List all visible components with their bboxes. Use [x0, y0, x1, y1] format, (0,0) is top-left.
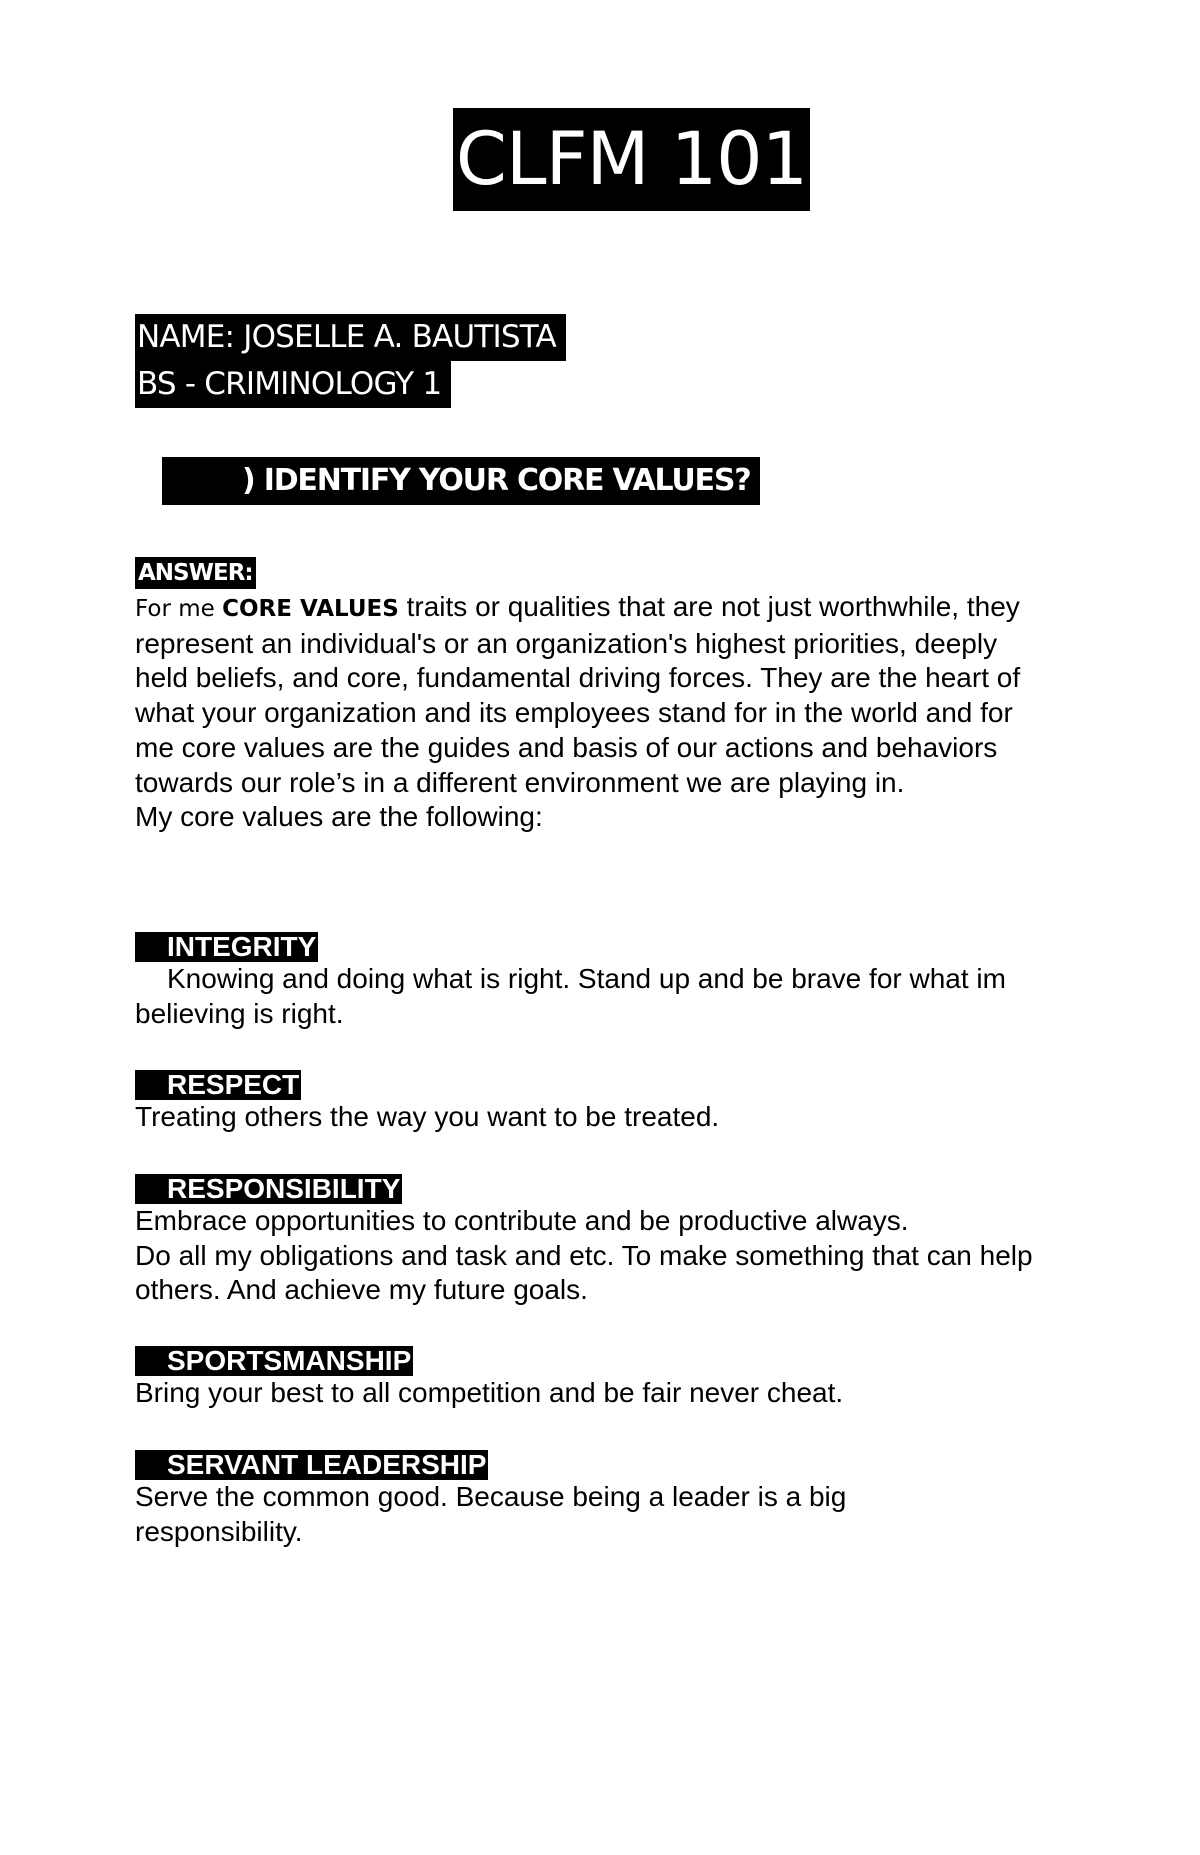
- value-description-respect: Treating others the way you want to be treated.: [135, 1101, 720, 1132]
- value-heading-servant-leadership: SERVANT LEADERSHIP: [135, 1450, 488, 1480]
- core-values-keyword: CORE VALUES: [222, 596, 399, 622]
- student-course: BS - CRIMINOLOGY 1: [135, 361, 451, 408]
- question-heading: ) IDENTIFY YOUR CORE VALUES?: [162, 457, 760, 505]
- value-description-integrity: Knowing and doing what is right. Stand up and be brave for what im believing is right.: [135, 963, 1006, 1029]
- intro-body: traits or qualities that are not just worthwhile, they represent an individual's or an organization's highest priorities, deeply held beliefs, and core, fundamental driving forces. They are the heart of what your organization and its employees stand for in the world and for me core values are the guides and basis of our actions and behaviors towards our role’s in a different environment we are playing in.: [135, 591, 1021, 798]
- document-title: CLFM 101: [453, 108, 810, 211]
- value-heading-responsibility: RESPONSIBILITY: [135, 1174, 402, 1204]
- student-name: NAME: JOSELLE A. BAUTISTA: [135, 314, 566, 361]
- value-description-sportsmanship: Bring your best to all competition and be fair never cheat.: [135, 1377, 844, 1408]
- value-description-responsibility-line2: Do all my obligations and task and etc. To make something that can help others. And achieve my future goals.: [135, 1239, 1033, 1306]
- value-description-servant-leadership: Serve the common good. Because being a leader is a big responsibility.: [135, 1481, 847, 1547]
- intro-paragraph: [135, 590, 1055, 835]
- value-description-responsibility: [135, 1204, 1055, 1308]
- answer-label: ANSWER:: [135, 557, 256, 589]
- value-heading-integrity: INTEGRITY: [135, 932, 318, 962]
- intro-lead: For me: [135, 596, 223, 622]
- intro-list-lead: My core values are the following:: [135, 801, 543, 833]
- value-heading-respect: RESPECT: [135, 1070, 301, 1100]
- value-heading-sportsmanship: SPORTSMANSHIP: [135, 1346, 413, 1376]
- value-description-responsibility-line1: Embrace opportunities to contribute and be productive always.: [135, 1205, 909, 1236]
